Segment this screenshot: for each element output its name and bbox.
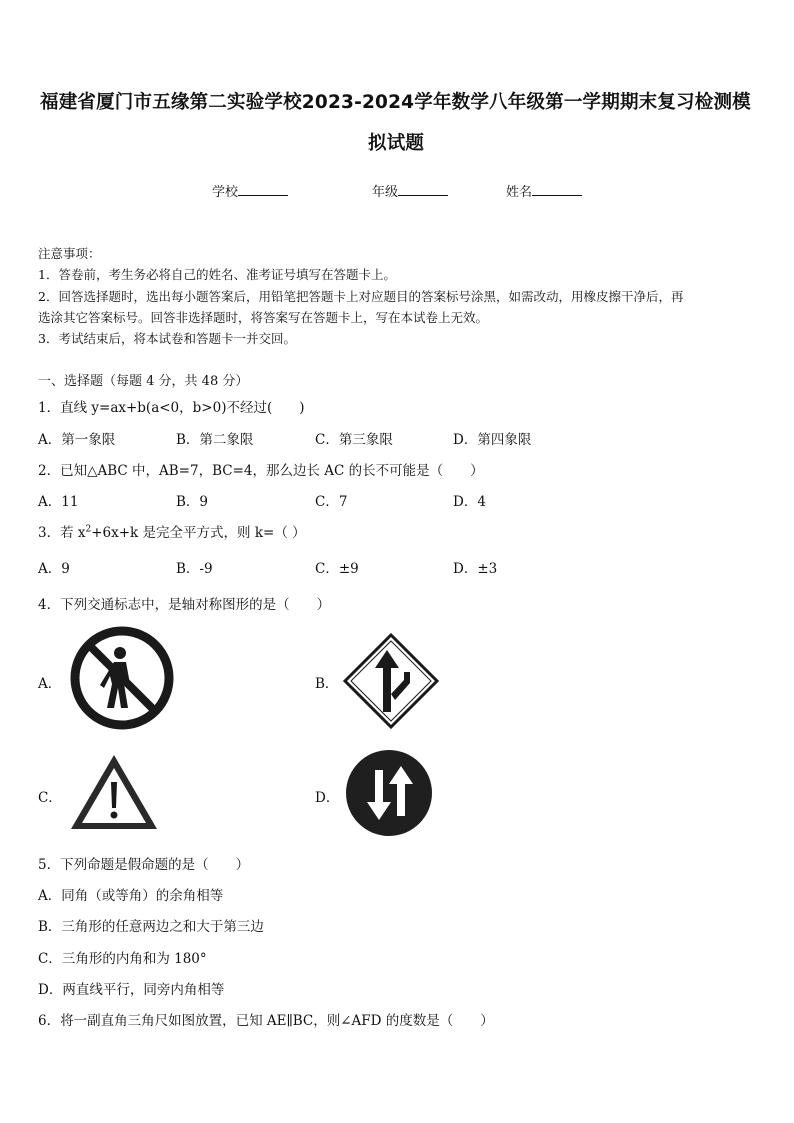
- q1-stem: 1．直线 y=ax+b(a<0，b>0)不经过( ): [38, 400, 305, 416]
- q3-stem-sup: 2: [85, 524, 92, 535]
- q1-option-a: A．第一象限: [38, 432, 116, 448]
- q1-option-c: C．第三象限: [315, 432, 393, 448]
- note-3: 3．考试结束后，将本试卷和答题卡一并交回。: [38, 331, 296, 346]
- notes-heading: 注意事项：: [38, 246, 101, 261]
- two-way-traffic-sign-icon: [344, 748, 434, 838]
- q2-option-c: C．7: [315, 494, 348, 510]
- exam-title-line2: 拟试题: [368, 133, 425, 154]
- q3-stem: [38, 521, 306, 541]
- grade-blank: [398, 183, 448, 196]
- q2-option-b: B．9: [176, 494, 209, 510]
- q1-option-b: B．第二象限: [176, 432, 254, 448]
- q4-option-b: B．: [315, 676, 339, 692]
- q3-stem-pre: 3．若 x: [38, 525, 86, 541]
- q4-stem: 4．下列交通标志中，是轴对称图形的是（ ）: [38, 597, 331, 613]
- grade-label: 年级: [372, 185, 399, 200]
- school-label: 学校: [212, 185, 239, 200]
- merge-lane-sign-icon: [342, 632, 440, 730]
- q4-option-d: D．: [315, 790, 340, 806]
- q5-stem: 5．下列命题是假命题的是（ ）: [38, 857, 250, 873]
- section-heading: 一、选择题（每题 4 分，共 48 分）: [38, 374, 249, 389]
- name-blank: [532, 183, 582, 196]
- q6-stem: 6．将一副直角三角尺如图放置，已知 AE∥BC，则∠AFD 的度数是（ ）: [38, 1013, 494, 1029]
- q5-option-a: A．同角（或等角）的余角相等: [38, 888, 224, 904]
- note-1: 1．答卷前，考生务必将自己的姓名、准考证号填写在答题卡上。: [38, 267, 396, 282]
- school-blank: [238, 183, 288, 196]
- note-2b: 选涂其它答案标号。回答非选择题时，将答案写在答题卡上，写在本试卷上无效。: [38, 310, 489, 325]
- q2-option-d: D．4: [453, 494, 486, 510]
- q4-option-c: C．: [38, 790, 62, 806]
- warning-triangle-sign-icon: [68, 752, 160, 832]
- exam-title-line1: 福建省厦门市五缘第二实验学校2023-2024学年数学八年级第一学期期末复习检测模: [40, 92, 751, 113]
- name-label: 姓名: [506, 185, 533, 200]
- q2-option-a: A．11: [38, 494, 79, 510]
- q4-option-a: A．: [38, 676, 62, 692]
- q3-stem-post: +6x+k 是完全平方式，则 k=（ ）: [91, 525, 306, 541]
- q5-option-c: C．三角形的内角和为 180°: [38, 951, 207, 967]
- q1-option-d: D．第四象限: [453, 432, 532, 448]
- q3-option-a: A．9: [38, 561, 70, 577]
- q3-option-d: D．±3: [453, 561, 498, 577]
- no-pedestrian-sign-icon: [70, 626, 174, 730]
- school-field: [212, 181, 288, 200]
- name-field: [506, 181, 582, 200]
- q5-option-d: D．两直线平行，同旁内角相等: [38, 982, 225, 998]
- q2-stem: 2．已知△ABC 中，AB=7，BC=4，那么边长 AC 的长不可能是（ ）: [38, 463, 484, 479]
- q3-option-b: B．-9: [176, 561, 213, 577]
- note-2a: 2．回答选择题时，选出每小题答案后，用铅笔把答题卡上对应题目的答案标号涂黑，如需改动，用橡皮擦干净后，再: [38, 289, 684, 304]
- q5-option-b: B．三角形的任意两边之和大于第三边: [38, 919, 264, 935]
- grade-field: [372, 181, 448, 200]
- q3-option-c: C．±9: [315, 561, 359, 577]
